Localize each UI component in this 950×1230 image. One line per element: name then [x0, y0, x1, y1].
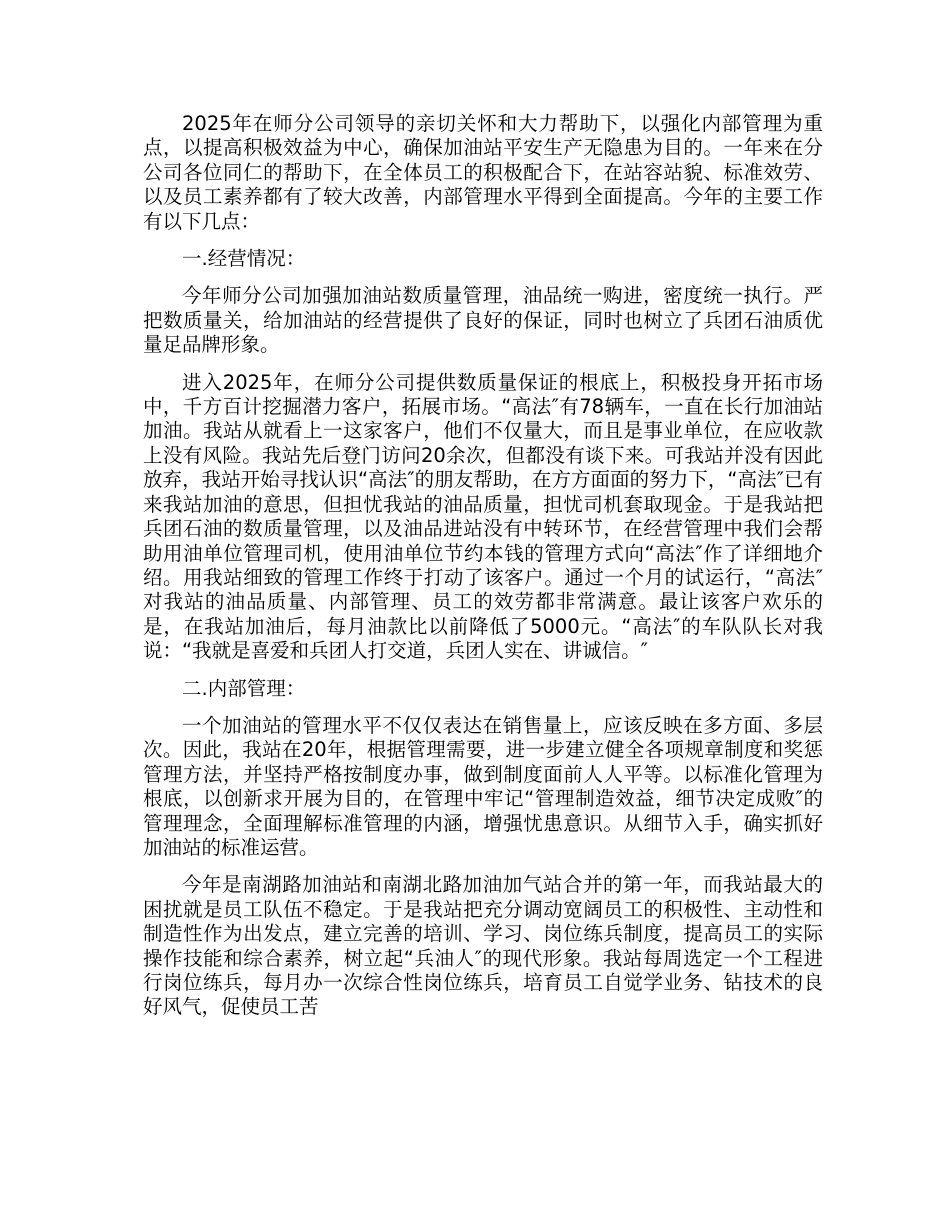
section-heading-operations: 一.经营情况：: [182, 247, 306, 271]
document-page: [143, 112, 823, 1033]
management-paragraph-1: 一个加油站的管理水平不仅仅表达在销售量上，应该反映在多方面、多层次。因此，我站在20年，根据管理需要，进一步建立健全各项规章制度和奖惩管理方法，并坚持严格按制度办事，做到制度面前人人平等。以标准化管理为根底，以创新求开展为目的，在管理中牢记“管理制造效益，细节决定成败″的管理理念，全面理解标准管理的内涵，增强忧患意识。从细节入手，确实抓好加油站的标准运营。: [143, 713, 823, 859]
operations-paragraph-1: 今年师分公司加强加油站数质量管理，油品统一购进，密度统一执行。严把数质量关，给加油站的经营提供了良好的保证，同时也树立了兵团石油质优量足品牌形象。: [143, 284, 823, 357]
operations-paragraph-2: 进入2025年，在师分公司提供数质量保证的根底上，积极投身开拓市场中，千方百计挖掘潜力客户，拓展市场。“高法″有78辆车，一直在长行加油站加油。我站从就看上一这家客户，他们不仅量大，而且是事业单位，在应收款上没有风险。我站先后登门访问20余次，但都没有谈下来。可我站并没有因此放弃，我站开始寻找认识“高法″的朋友帮助，在方方面面的努力下，“高法″已有来我站加油的意思，但担忧我站的油品质量，担忧司机套取现金。于是我站把兵团石油的数质量管理，以及油品进站没有中转环节，在经营管理中我们会帮助用油单位管理司机，使用油单位节约本钱的管理方式向“高法″作了详细地介绍。用我站细致的管理工作终于打动了该客户。通过一个月的试运行，“高法″对我站的油品质量、内部管理、员工的效劳都非常满意。最让该客户欢乐的是，在我站加油后，每月油款比以前降低了5000元。“高法″的车队队长对我说：“我就是喜爱和兵团人打交道，兵团人实在、讲诚信。″: [143, 370, 823, 663]
management-paragraph-2: 今年是南湖路加油站和南湖北路加油加气站合并的第一年，而我站最大的困扰就是员工队伍不稳定。于是我站把充分调动宽阔员工的积极性、主动性和制造性作为出发点，建立完善的培训、学习、岗位练兵制度，提高员工的实际操作技能和综合素养，树立起“兵油人″的现代形象。我站每周选定一个工程进行岗位练兵，每月办一次综合性岗位练兵，培育员工自觉学业务、钻技术的良好风气，促使员工苦: [143, 873, 823, 1019]
intro-paragraph: 2025年在师分公司领导的亲切关怀和大力帮助下，以强化内部管理为重点，以提高积极效益为中心，确保加油站平安生产无隐患为目的。一年来在分公司各位同仁的帮助下，在全体员工的积极配合下，在站容站貌、标准效劳、以及员工素养都有了较大改善，内部管理水平得到全面提高。今年的主要工作有以下几点：: [143, 112, 823, 233]
section-heading-management: 二.内部管理：: [182, 676, 306, 700]
